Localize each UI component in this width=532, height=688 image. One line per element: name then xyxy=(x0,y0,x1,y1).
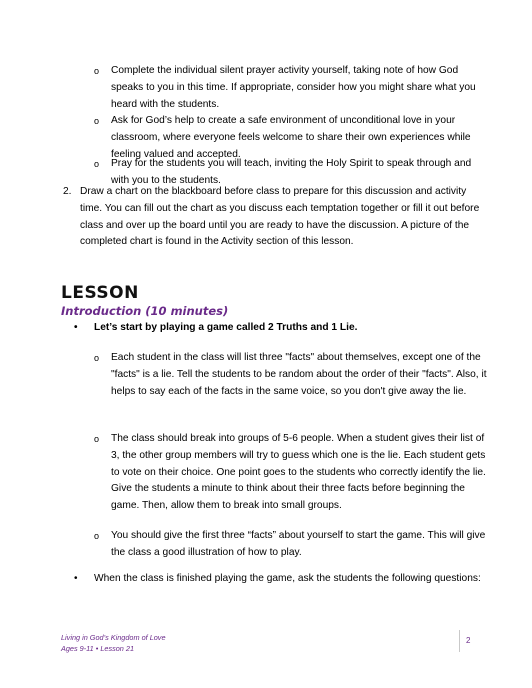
game-step-text: Each student in the class will list three "facts" about themselves, except one of the "facts" is a lie. Tell the students to be random about the order of their "facts". Also, it helps to say each of the facts in the same voice, so you don't give away the lie. xyxy=(111,352,487,397)
hollow-bullet-icon: o xyxy=(94,66,100,76)
numbered-item-text: Draw a chart on the blackboard before class to prepare for this discussion and activity time. You can fill out the chart as you discuss each temptation together or fill it out before class and over up the board until you are ready to have the discussion. A picture of the completed chart is found in the Activity section of this lesson. xyxy=(80,186,480,248)
game-step-text: You should give the first three “facts” about yourself to start the game. This will give the class a good illustration of how to play. xyxy=(111,530,486,558)
hollow-bullet-icon: o xyxy=(94,116,100,126)
game-step-text: The class should break into groups of 5-6 people. When a student gives their list of 3, the other group members will try to guess which one is the lie. Each student gets to vote on their choice. One point goes to the students who correctly identify the lie. Give the students a minute to think about their three facts before beginning the game. Then, allow them to break into small groups. xyxy=(111,433,486,512)
game-step-list-facts xyxy=(94,350,491,400)
bullet-icon: • xyxy=(74,322,78,333)
main-bullet-game-intro xyxy=(74,320,494,337)
footer-lesson-info: Ages 9-11 • Lesson 21 xyxy=(61,644,135,653)
bullet-icon: • xyxy=(74,573,78,584)
main-bullet-questions xyxy=(74,571,494,588)
prep-item-text: Pray for the students you will teach, inviting the Holy Spirit to speak through and with you to the students. xyxy=(111,158,472,186)
prep-item-prayer-activity xyxy=(94,63,491,113)
prep-item-text: Complete the individual silent prayer activity yourself, taking note of how God speaks to you in this time. If appropriate, consider how you might share what you heard with the students. xyxy=(111,65,476,110)
main-bullet-text: Let’s start by playing a game called 2 Truths and 1 Lie. xyxy=(94,322,358,333)
lesson-heading: LESSON xyxy=(61,283,139,303)
main-bullet-text: When the class is finished playing the game, ask the students the following questions: xyxy=(94,573,481,584)
hollow-bullet-icon: o xyxy=(94,353,100,363)
introduction-heading: Introduction (10 minutes) xyxy=(61,304,229,318)
footer-divider xyxy=(459,630,460,652)
footer-book-title: Living in God’s Kingdom of Love xyxy=(61,633,166,642)
prep-item-text: Ask for God’s help to create a safe environment of unconditional love in your classroom, where everyone feels welcome to share their own experiences while feeling valued and accepted. xyxy=(111,115,471,160)
game-step-teacher-first xyxy=(94,528,491,562)
hollow-bullet-icon: o xyxy=(94,159,100,169)
page-footer xyxy=(61,632,166,654)
hollow-bullet-icon: o xyxy=(94,531,100,541)
game-step-groups xyxy=(94,431,491,515)
numbered-item-draw-chart xyxy=(63,184,485,251)
page-number: 2 xyxy=(466,636,471,645)
hollow-bullet-icon: o xyxy=(94,434,100,444)
item-number: 2. xyxy=(63,186,72,197)
